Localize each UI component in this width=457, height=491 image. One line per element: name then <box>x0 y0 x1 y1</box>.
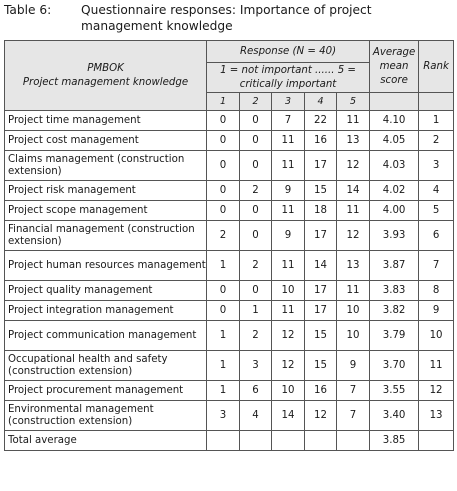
count-cell: 12 <box>337 221 370 251</box>
total-label: Total average <box>5 431 207 451</box>
count-cell: 12 <box>272 351 305 381</box>
count-cell: 14 <box>305 251 337 281</box>
count-cell: 1 <box>207 351 240 381</box>
average-header-line2: mean <box>379 60 409 72</box>
table-row <box>5 251 454 281</box>
count-cell: 11 <box>272 151 305 181</box>
rank-header: Rank <box>419 41 454 93</box>
count-cell: 7 <box>337 401 370 431</box>
pmbok-header-line2: Project management knowledge <box>22 76 189 88</box>
pmbok-header <box>5 41 207 111</box>
count-cell: 3 <box>207 401 240 431</box>
count-cell: 17 <box>305 301 337 321</box>
average-cell: 3.79 <box>370 321 419 351</box>
knowledge-area: Claims management (construction extension) <box>5 151 207 181</box>
scale-point: 5 <box>337 93 370 111</box>
total-average-cell: 3.85 <box>370 431 419 451</box>
table-row <box>5 131 454 151</box>
table-row <box>5 221 454 251</box>
count-cell: 12 <box>305 401 337 431</box>
rank-cell: 6 <box>419 221 454 251</box>
count-cell: 15 <box>305 321 337 351</box>
knowledge-area: Project time management <box>5 111 207 131</box>
knowledge-area: Project cost management <box>5 131 207 151</box>
count-cell: 1 <box>240 301 272 321</box>
scale-line1: 1 = not important ...... 5 = <box>220 64 356 76</box>
knowledge-area: Environmental management (construction extension) <box>5 401 207 431</box>
scale-line2: critically important <box>239 78 337 90</box>
rank-cell: 12 <box>419 381 454 401</box>
count-cell: 11 <box>272 301 305 321</box>
rank-cell: 2 <box>419 131 454 151</box>
average-cell: 3.70 <box>370 351 419 381</box>
questionnaire-table <box>4 40 454 451</box>
count-cell: 10 <box>337 301 370 321</box>
count-cell: 11 <box>337 281 370 301</box>
count-cell: 14 <box>337 181 370 201</box>
count-cell: 0 <box>240 131 272 151</box>
count-cell: 0 <box>207 111 240 131</box>
count-cell: 14 <box>272 401 305 431</box>
count-cell: 0 <box>207 201 240 221</box>
average-cell: 3.87 <box>370 251 419 281</box>
rank-cell: 13 <box>419 401 454 431</box>
count-cell: 0 <box>207 131 240 151</box>
table-row <box>5 281 454 301</box>
count-cell: 0 <box>207 301 240 321</box>
count-cell: 4 <box>240 401 272 431</box>
count-cell: 11 <box>337 111 370 131</box>
rank-cell: 1 <box>419 111 454 131</box>
average-cell: 4.03 <box>370 151 419 181</box>
table-row <box>5 201 454 221</box>
count-cell: 10 <box>272 381 305 401</box>
count-cell: 17 <box>305 281 337 301</box>
knowledge-area: Project integration management <box>5 301 207 321</box>
average-cell: 3.82 <box>370 301 419 321</box>
average-header <box>370 41 419 93</box>
count-cell: 9 <box>337 351 370 381</box>
count-cell: 10 <box>272 281 305 301</box>
rank-cell: 7 <box>419 251 454 281</box>
knowledge-area: Project human resources management <box>5 251 207 281</box>
table-number: Table 6: <box>4 3 52 17</box>
count-cell: 17 <box>305 221 337 251</box>
blank-cell <box>272 431 305 451</box>
count-cell: 13 <box>337 251 370 281</box>
count-cell: 1 <box>207 381 240 401</box>
scale-point: 4 <box>305 93 337 111</box>
response-header: Response (N = 40) <box>207 41 370 63</box>
count-cell: 1 <box>207 321 240 351</box>
scale-point: 1 <box>207 93 240 111</box>
average-cell: 4.10 <box>370 111 419 131</box>
table-row <box>5 321 454 351</box>
count-cell: 0 <box>240 201 272 221</box>
count-cell: 11 <box>272 251 305 281</box>
count-cell: 15 <box>305 181 337 201</box>
count-cell: 2 <box>207 221 240 251</box>
total-row <box>5 431 454 451</box>
knowledge-area: Project communication management <box>5 321 207 351</box>
knowledge-area: Project risk management <box>5 181 207 201</box>
knowledge-area: Project scope management <box>5 201 207 221</box>
average-header-blank <box>370 93 419 111</box>
average-cell: 3.40 <box>370 401 419 431</box>
rank-header-blank <box>419 93 454 111</box>
rank-cell: 8 <box>419 281 454 301</box>
knowledge-area: Project quality management <box>5 281 207 301</box>
average-cell: 4.00 <box>370 201 419 221</box>
scale-description <box>207 63 370 93</box>
table-row <box>5 381 454 401</box>
count-cell: 0 <box>207 181 240 201</box>
count-cell: 0 <box>240 221 272 251</box>
count-cell: 0 <box>207 151 240 181</box>
table-row <box>5 151 454 181</box>
count-cell: 22 <box>305 111 337 131</box>
count-cell: 12 <box>272 321 305 351</box>
count-cell: 11 <box>272 131 305 151</box>
knowledge-area: Project procurement management <box>5 381 207 401</box>
blank-cell <box>207 431 240 451</box>
count-cell: 3 <box>240 351 272 381</box>
table-caption <box>0 0 457 40</box>
scale-point: 2 <box>240 93 272 111</box>
count-cell: 17 <box>305 151 337 181</box>
rank-cell: 11 <box>419 351 454 381</box>
scale-point: 3 <box>272 93 305 111</box>
pmbok-header-line1: PMBOK <box>87 62 124 74</box>
rank-cell: 10 <box>419 321 454 351</box>
count-cell: 7 <box>337 381 370 401</box>
average-header-line3: score <box>380 74 408 86</box>
blank-cell <box>337 431 370 451</box>
table-title: Questionnaire responses: Importance of project management knowledge <box>81 3 372 33</box>
count-cell: 16 <box>305 131 337 151</box>
count-cell: 0 <box>240 281 272 301</box>
count-cell: 0 <box>207 281 240 301</box>
knowledge-area: Occupational health and safety (construction extension) <box>5 351 207 381</box>
rank-cell: 3 <box>419 151 454 181</box>
table-row <box>5 301 454 321</box>
count-cell: 2 <box>240 251 272 281</box>
table-row <box>5 351 454 381</box>
count-cell: 0 <box>240 111 272 131</box>
count-cell: 15 <box>305 351 337 381</box>
table-row <box>5 181 454 201</box>
count-cell: 1 <box>207 251 240 281</box>
count-cell: 11 <box>272 201 305 221</box>
average-cell: 3.55 <box>370 381 419 401</box>
average-cell: 4.02 <box>370 181 419 201</box>
average-cell: 4.05 <box>370 131 419 151</box>
count-cell: 9 <box>272 221 305 251</box>
rank-cell: 4 <box>419 181 454 201</box>
count-cell: 7 <box>272 111 305 131</box>
count-cell: 0 <box>240 151 272 181</box>
count-cell: 10 <box>337 321 370 351</box>
table-row <box>5 401 454 431</box>
count-cell: 18 <box>305 201 337 221</box>
count-cell: 9 <box>272 181 305 201</box>
rank-cell: 9 <box>419 301 454 321</box>
count-cell: 11 <box>337 201 370 221</box>
count-cell: 2 <box>240 321 272 351</box>
table-row <box>5 111 454 131</box>
count-cell: 2 <box>240 181 272 201</box>
knowledge-area: Financial management (construction extension) <box>5 221 207 251</box>
count-cell: 13 <box>337 131 370 151</box>
count-cell: 6 <box>240 381 272 401</box>
blank-cell <box>419 431 454 451</box>
rank-cell: 5 <box>419 201 454 221</box>
blank-cell <box>240 431 272 451</box>
count-cell: 16 <box>305 381 337 401</box>
average-cell: 3.93 <box>370 221 419 251</box>
count-cell: 12 <box>337 151 370 181</box>
average-header-line1: Average <box>372 46 416 58</box>
average-cell: 3.83 <box>370 281 419 301</box>
blank-cell <box>305 431 337 451</box>
